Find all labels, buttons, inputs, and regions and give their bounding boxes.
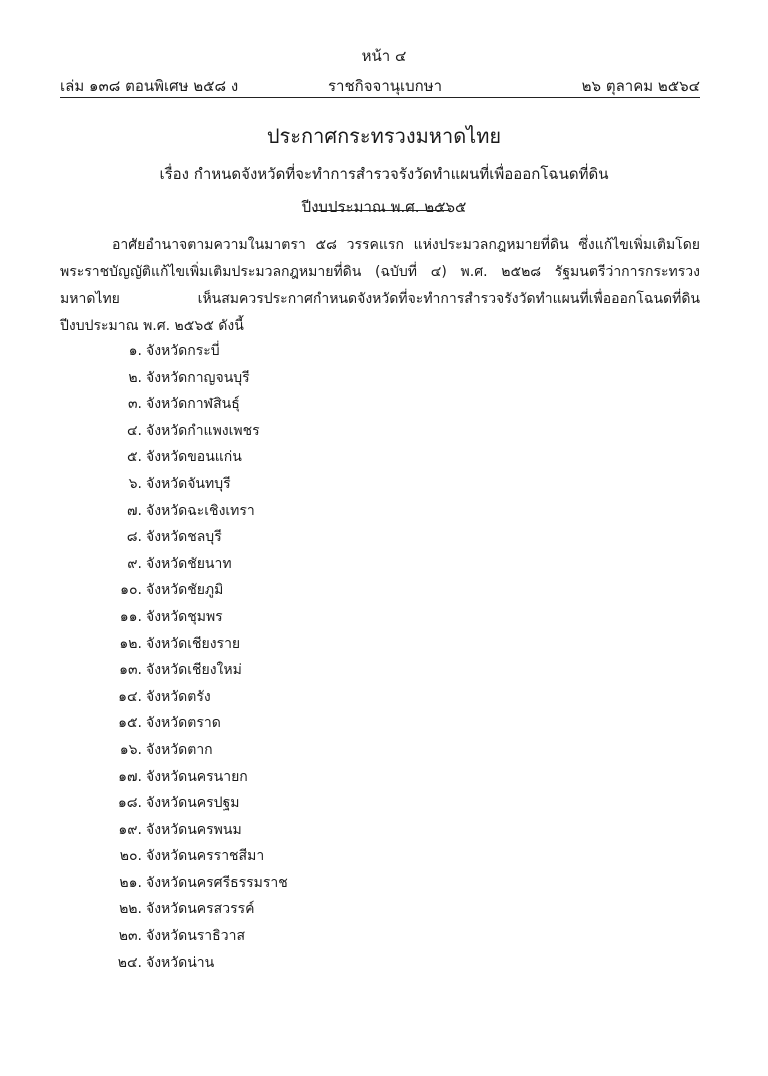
province-item — [60, 870, 700, 897]
province-item — [60, 764, 700, 791]
province-list — [60, 338, 700, 976]
province-number: ๙. — [127, 555, 142, 572]
province-number: ๘. — [126, 529, 142, 546]
province-item — [60, 338, 700, 365]
province-name: จังหวัดนครพนม — [146, 821, 242, 838]
province-item — [60, 710, 700, 737]
page-number: หน้า ๔ — [361, 47, 407, 65]
province-name: จังหวัดชัยนาท — [146, 555, 232, 572]
province-number: ๒๓. — [118, 928, 142, 945]
province-name: จังหวัดกระบี่ — [146, 343, 220, 359]
province-number: ๓. — [127, 396, 142, 413]
announcement-body — [60, 232, 700, 340]
header-divider — [60, 97, 700, 98]
province-name: จังหวัดเชียงใหม่ — [146, 662, 242, 679]
province-name: จังหวัดตาก — [146, 741, 213, 758]
province-name: จังหวัดนครสวรรค์ — [146, 901, 255, 918]
announcement-heading — [0, 120, 768, 219]
province-name: จังหวัดชุมพร — [146, 608, 223, 625]
province-number: ๑. — [128, 343, 142, 359]
province-item — [60, 524, 700, 551]
body-paragraph: อาศัยอำนาจตามความในมาตรา ๕๘ วรรคแรก แห่งประมวลกฎหมายที่ดิน ซึ่งแก้ไขเพิ่มเติมโดยพระราชบัญญัติแก้ไขเพิ่มเติมประมวลกฎหมายที่ดิน (ฉบับที่ ๔) พ.ศ. ๒๕๒๘ รัฐมนตรีว่าการกระทรวงมหาดไทย เห็นสมควรประกาศกำหนดจังหวัดที่จะทำการสำรวจรังวัดทำแผนที่เพื่อออกโฉนดที่ดินปีงบประมาณ พ.ศ. ๒๕๖๕ ดังนี้ — [60, 237, 700, 334]
province-number: ๑๗. — [118, 768, 142, 785]
province-name: จังหวัดตรัง — [146, 688, 211, 705]
province-item — [60, 418, 700, 445]
province-item — [60, 923, 700, 950]
province-item — [60, 817, 700, 844]
province-item — [60, 365, 700, 392]
province-name: จังหวัดนครนายก — [146, 768, 248, 785]
province-name: จังหวัดจันทบุรี — [146, 475, 231, 492]
province-name: จังหวัดฉะเชิงเทรา — [146, 502, 255, 519]
province-number: ๗. — [127, 502, 142, 519]
province-number: ๑๖. — [119, 741, 142, 758]
province-name: จังหวัดเชียงราย — [146, 635, 241, 652]
province-name: จังหวัดนครราชสีมา — [146, 848, 265, 865]
province-name: จังหวัดตราด — [146, 715, 221, 732]
publication-date: ๒๖ ตุลาคม ๒๕๖๔ — [581, 77, 700, 95]
province-name: จังหวัดน่าน — [146, 954, 215, 971]
province-item — [60, 896, 700, 923]
announcement-subject: เรื่อง กำหนดจังหวัดที่จะทำการสำรวจรังวัดทำแผนที่เพื่อออกโฉนดที่ดิน — [159, 165, 609, 183]
province-item — [60, 790, 700, 817]
province-number: ๑๑. — [119, 608, 142, 625]
province-number: ๕. — [126, 449, 142, 466]
province-item — [60, 657, 700, 684]
province-number: ๑๙. — [118, 821, 142, 838]
title-divider — [314, 210, 448, 211]
province-name: จังหวัดนครปฐม — [146, 795, 240, 812]
province-item — [60, 498, 700, 525]
province-name: จังหวัดชัยภูมิ — [146, 582, 224, 599]
province-item — [60, 950, 700, 977]
province-item — [60, 843, 700, 870]
province-number: ๑๒. — [119, 635, 142, 652]
province-name: จังหวัดกาญจนบุรี — [146, 369, 250, 386]
gazette-header — [60, 74, 700, 94]
province-item — [60, 471, 700, 498]
province-name: จังหวัดนครศรีธรรมราช — [146, 874, 288, 891]
province-item — [60, 391, 700, 418]
province-item — [60, 551, 700, 578]
province-name: จังหวัดนราธิวาส — [146, 928, 245, 945]
province-number: ๒๒. — [119, 901, 142, 918]
province-number: ๔. — [126, 422, 142, 439]
province-item — [60, 737, 700, 764]
province-item — [60, 631, 700, 658]
province-number: ๒๔. — [117, 954, 142, 971]
province-number: ๑๕. — [118, 715, 142, 732]
province-name: จังหวัดกำแพงเพชร — [146, 422, 260, 439]
province-name: จังหวัดชลบุรี — [146, 529, 222, 546]
province-number: ๑๘. — [117, 795, 142, 812]
province-name: จังหวัดกาฬสินธุ์ — [146, 396, 240, 413]
province-number: ๒. — [128, 369, 142, 386]
province-item — [60, 684, 700, 711]
province-item — [60, 604, 700, 631]
province-number: ๒๑. — [119, 874, 142, 891]
fiscal-year: ปีงบประมาณ พ.ศ. ๒๕๖๕ — [301, 198, 467, 216]
province-number: ๖. — [128, 475, 142, 492]
gazette-name: ราชกิจจานุเบกษา — [328, 77, 443, 95]
province-item — [60, 444, 700, 471]
province-number: ๒๐. — [119, 848, 142, 865]
province-name: จังหวัดขอนแก่น — [146, 449, 242, 466]
province-number: ๑๓. — [119, 662, 142, 679]
announcement-title: ประกาศกระทรวงมหาดไทย — [266, 124, 502, 148]
province-number: ๑๔. — [118, 688, 142, 705]
province-item — [60, 577, 700, 604]
volume-info: เล่ม ๑๓๘ ตอนพิเศษ ๒๕๘ ง — [60, 77, 239, 95]
province-number: ๑๐. — [120, 582, 142, 599]
